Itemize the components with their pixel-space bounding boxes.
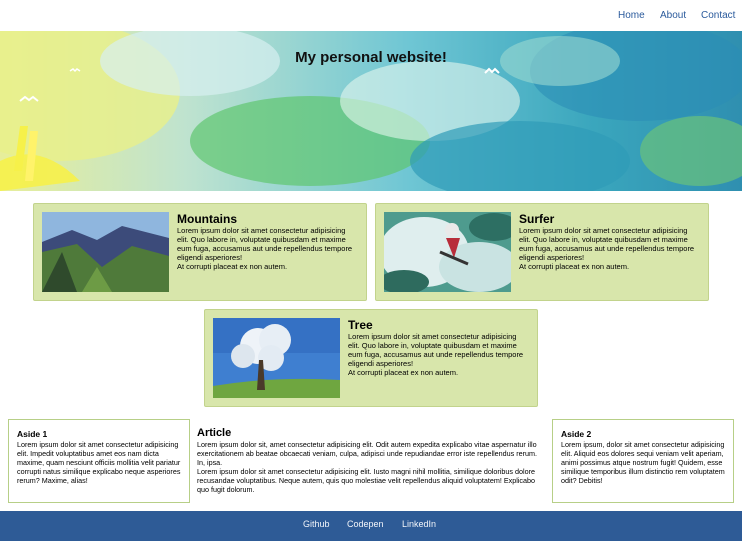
footer-link-github[interactable]: Github [303,519,330,529]
tree-image [213,318,340,398]
surfer-image [384,212,511,292]
aside-1-title: Aside 1 [17,429,48,439]
card-text-footer: At corrupti placeat ex non autem. [348,368,459,377]
site-title: My personal website! [295,49,447,66]
nav-link-home[interactable]: Home [618,10,645,21]
aside-2 [552,419,734,503]
aside-2-text: Lorem ipsum, dolor sit amet consectetur adipisicing elit. Aliquid eos dolores sequi veniam velit aperiam, animi possimus atque nostrum fugit! Quidem, esse similique temporibus illum distinctio rem voluptatem odit? Debitis! [561,440,725,485]
top-navbar [0,0,742,31]
footer [0,511,742,541]
article-paragraph-1: Lorem ipsum dolor sit, amet consectetur adipisicing elit. Odit autem expedita explicabo vitae aspernatur illo exercitationem ab beatae obcaecati veniam, culpa, adipisci unde repudiandae error iste repellendus rerum. In, ipsa. [197,440,538,467]
card-text-footer: At corrupti placeat ex non autem. [177,262,288,271]
card-surfer [375,203,709,301]
article-paragraph-2: Lorem ipsum dolor sit amet consectetur adipisicing elit. Iusto magni nihil mollitia, similique doloribus dolore recusandae voluptatibus. Neque autem, quis quo molestiae velit repellendus aliquid voluptatem! Explicabo quo fugit dolorum. [197,467,536,494]
card-title: Surfer [519,212,555,226]
nav-link-about[interactable]: About [660,10,687,21]
aside-2-title: Aside 2 [561,429,592,439]
footer-link-linkedin[interactable]: LinkedIn [402,519,437,529]
card-title: Mountains [177,212,237,226]
aside-1-text: Lorem ipsum dolor sit amet consectetur adipisicing elit. Impedit voluptatibus amet eos nam dicta maxime, quam nesciunt officiis mollitia velit pariatur corrupti natus similique explicabo neque asperiores rerum? Maxime, alias! [17,440,181,485]
hero-banner [0,31,742,191]
mountains-image [42,212,169,292]
card-tree [204,309,538,407]
card-text: Lorem ipsum dolor sit amet consectetur adipisicing elit. Quo labore in, voluptate quibusdam et maxime eum fuga, accusamus aut unde repellendus tempore eligendi asperiores! [177,226,353,262]
article-title: Article [197,427,232,439]
card-title: Tree [348,318,373,332]
card-text: Lorem ipsum dolor sit amet consectetur adipisicing elit. Quo labore in, voluptate quibusdam et maxime eum fuga, accusamus aut unde repellendus tempore eligendi asperiores! [519,226,695,262]
article [197,419,537,494]
card-text: Lorem ipsum dolor sit amet consectetur adipisicing elit. Quo labore in, voluptate quibusdam et maxime eum fuga, accusamus aut unde repellendus tempore eligendi asperiores! [348,332,524,368]
aside-1 [8,419,190,503]
card-text-footer: At corrupti placeat ex non autem. [519,262,630,271]
card-mountains [33,203,367,301]
footer-link-codepen[interactable]: Codepen [347,519,384,529]
nav-link-contact[interactable]: Contact [701,10,736,21]
